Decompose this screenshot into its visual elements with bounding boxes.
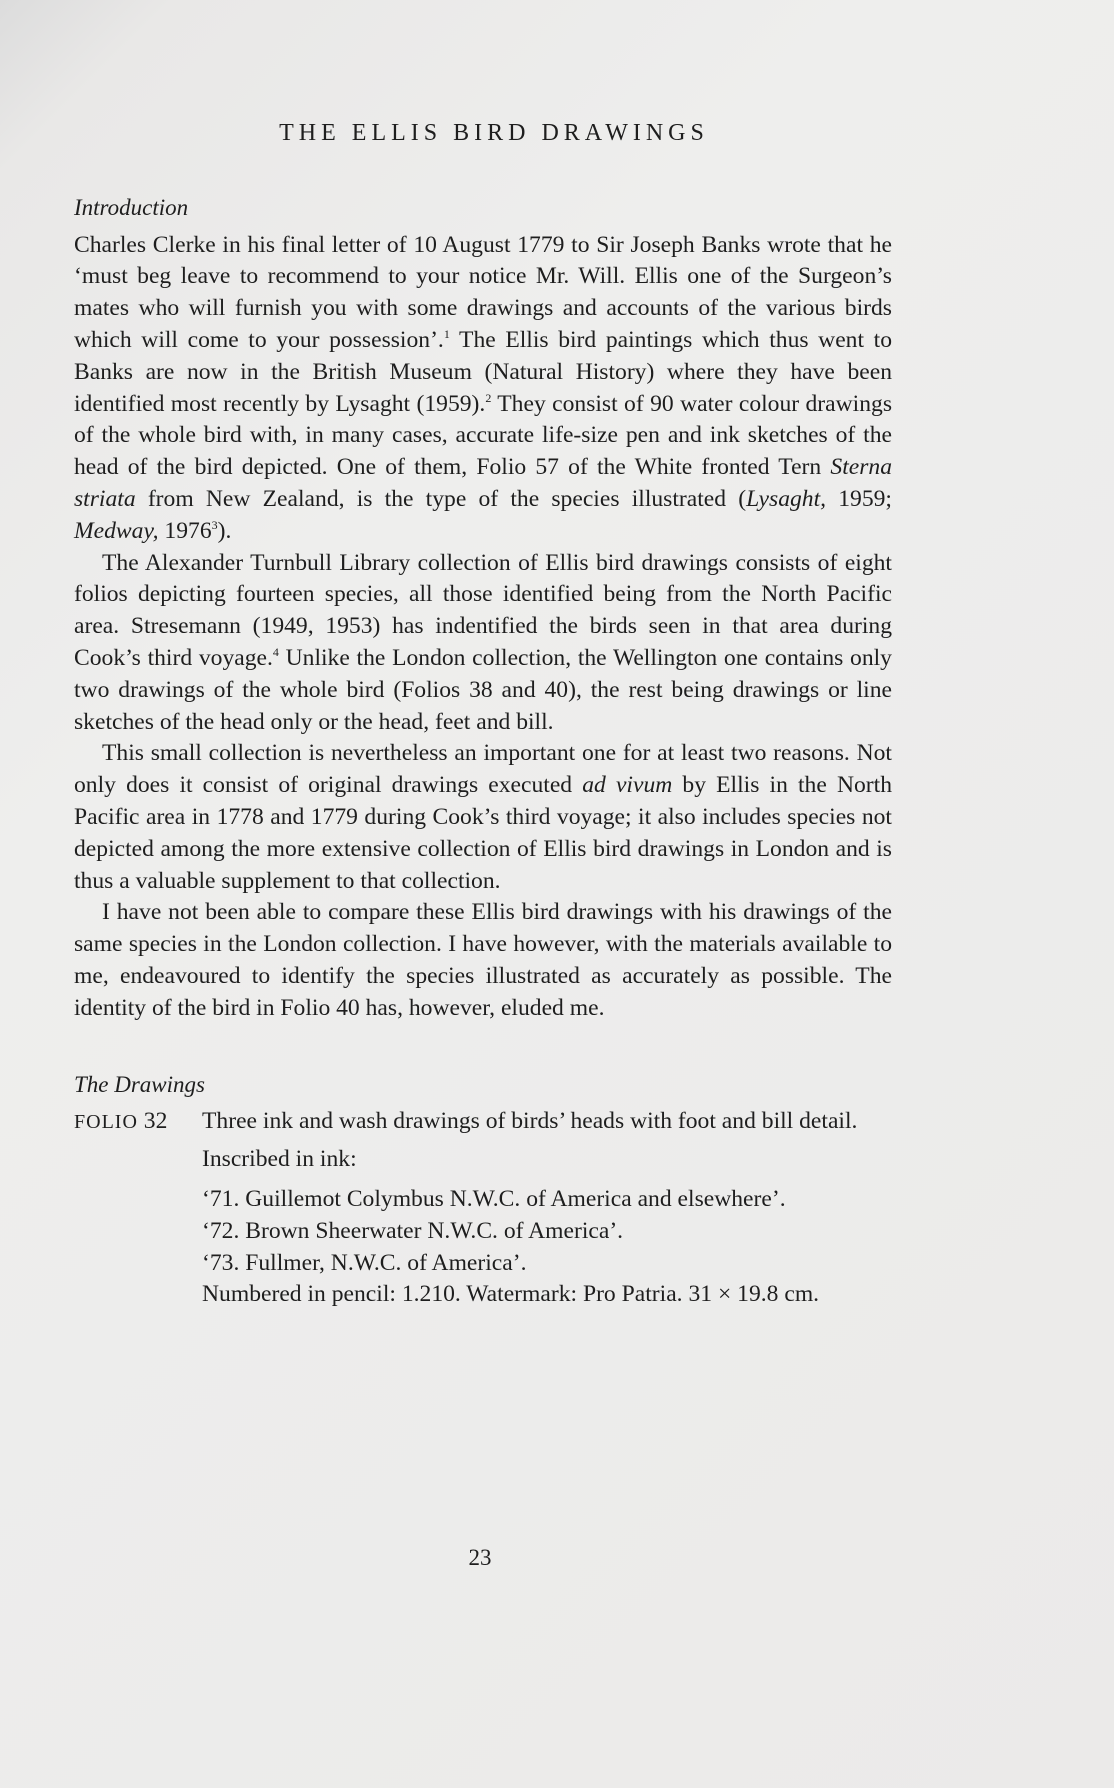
inscription-list — [202, 1184, 892, 1311]
text-run: 1959; — [826, 485, 892, 512]
numbered-note: Numbered in pencil: 1.210. Watermark: Pro Patria. 31 × 19.8 cm. — [202, 1281, 820, 1308]
citation: Medway, — [74, 517, 159, 544]
intro-paragraph-4: I have not been able to compare these Ellis bird drawings with his drawings of the same species in the London collection. I have however, with the materials available to me, endeavoured to identify the species illustrated as accurately as possible. The identity of the bird in Folio 40 has, however, eluded me. — [74, 899, 892, 1021]
page-number: 23 — [468, 1545, 492, 1570]
text-run: This small collection is nevertheless an important one for at least two reasons. Not only does it consist of original drawings executed — [74, 740, 892, 799]
section-spacer — [74, 1025, 892, 1069]
footnote-ref: 3 — [211, 517, 218, 532]
inscription-line: ‘72. Brown Sheerwater N.W.C. of America’. — [202, 1217, 624, 1244]
inscribed-label: Inscribed in ink: — [202, 1146, 357, 1173]
folio-number: 32 — [143, 1108, 168, 1135]
running-title: THE ELLIS BIRD DRAWINGS — [279, 120, 709, 146]
footnote-ref: 4 — [272, 644, 279, 659]
latin-phrase: ad vivum — [582, 772, 673, 799]
text-run: The Ellis bird paintings which thus went to Banks are now in the British Museum (Natural History) where they have been identified most recently by Lysaght (1959). — [74, 326, 893, 417]
species-name: Sterna striata — [74, 454, 892, 512]
text-run: ). — [217, 517, 232, 544]
footnote-ref: 2 — [485, 390, 492, 405]
inscription-line: ‘73. Fullmer, N.W.C. of America’. — [202, 1249, 527, 1276]
text-column — [74, 118, 892, 1311]
text-run: by Ellis in the North Pacific area in 1778 and 1779 during Cook’s third voyage; it also includes species not depicted among the more extensive collection of Ellis bird drawings in London and is thus a valuable supplement to that collection. — [74, 772, 893, 894]
folio-entry — [74, 1106, 892, 1311]
text-run: Charles Clerke in his final letter of 10 August 1779 to Sir Joseph Banks wrote that he ‘must beg leave to recommend to your notice Mr. Will. Ellis one of the Surgeon’s mates who will furnish you with some drawings and accounts of the various birds which will come to your possession’. — [74, 231, 892, 353]
text-run: They consist of 90 water colour drawings of the whole bird with, in many cases, accurate life-size pen and ink sketches of the head of the bird depicted. One of them, Folio 57 of the White fronted Tern — [74, 390, 893, 481]
text-run: from New Zealand, is the type of the species illustrated ( — [135, 485, 747, 512]
folio-word: FOLIO — [74, 1111, 138, 1134]
drawings-heading: The Drawings — [74, 1071, 205, 1097]
citation: Lysaght, — [746, 485, 827, 512]
inscription-line: ‘71. Guillemot Colymbus N.W.C. of America and elsewhere’. — [202, 1185, 786, 1212]
folio-details — [202, 1106, 892, 1311]
text-run: The Alexander Turnbull Library collection of Ellis bird drawings consists of eight folios depicting fourteen species, all those identified being from the North Pacific area. Stresemann (1949, 1953) has indentified the birds seen in that area during Cook’s third voyage. — [74, 549, 892, 671]
introduction-heading: Introduction — [74, 194, 189, 220]
intro-paragraph-1 — [74, 230, 892, 548]
footnote-ref: 1 — [443, 326, 450, 341]
folio-description: Three ink and wash drawings of birds’ heads with foot and bill detail. — [202, 1108, 858, 1135]
intro-paragraph-2 — [74, 548, 892, 739]
text-run: 1976 — [158, 517, 212, 544]
intro-paragraph-3 — [74, 738, 892, 897]
folio-label — [74, 1106, 202, 1311]
text-run: Unlike the London collection, the Wellington one contains only two drawings of the whole bird (Folios 38 and 40), the rest being drawings or line sketches of the head only or the head, feet and bill. — [74, 644, 892, 735]
